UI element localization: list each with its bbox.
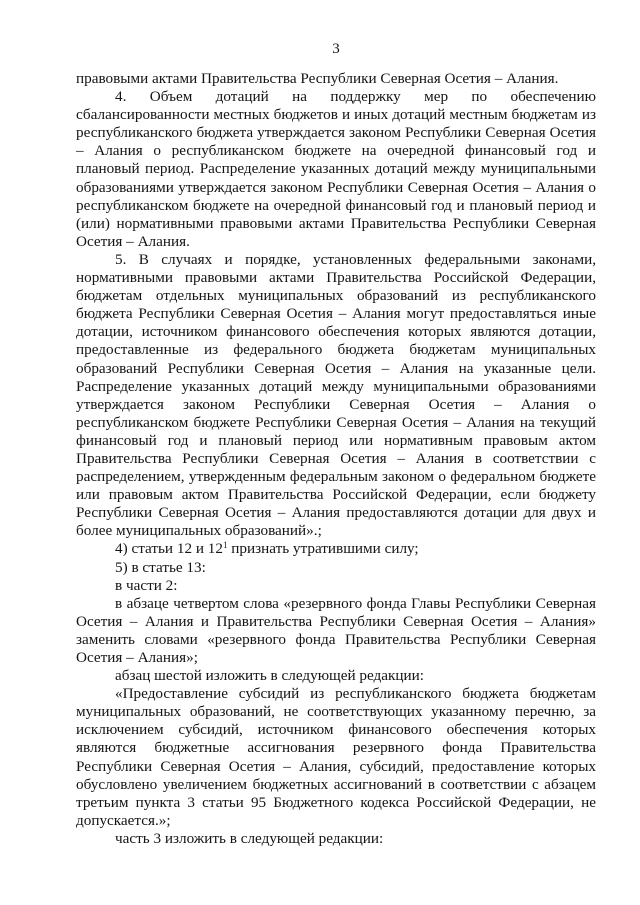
paragraph-item-5: 5. В случаях и порядке, установленных федеральными законами, нормативными правовыми актами Правительства Российской Федерации, бюджетам отдельных муниципальных образований из республиканского бюджета Республики Северная Осетия – Алания могут предоставляться иные дотации, источником финансового обеспечения которых являются дотации, предоставленные из федерального бюджета бюджетам муниципальных образований Республики Северная Осетия – Алания на указанные цели. Распределение указанных дотаций между муниципальными образованиями утверждается законом Республики Северная Осетия – Алания о республиканском бюджете Республики Северная Осетия – Алания на текущий финансовый год и плановый период или нормативным правовым актом Правительства Республики Северная Осетия – Алания в соответствии с распределением, утвержденным федеральным законом о федеральном бюджете или правовым актом Правительства Российской Федерации, если бюджету Республики Северная Осетия – Алания предоставляются дотации для двух и более муниципальных образований».; <box>76 250 596 540</box>
amendment-4-text-before: 4) статьи 12 и 12 <box>115 540 223 558</box>
paragraph-item-4: 4. Объем дотаций на поддержку мер по обеспечению сбалансированности местных бюджетов и иных дотаций местным бюджетам из республиканского бюджета утверждается законом Республики Северная Осетия – Алания о республиканском бюджете на очередной финансовый год и плановый период. Распределение указанных дотаций между муниципальными образованиями утверждается законом Республики Северная Осетия – Алания о республиканском бюджете на очередной финансовый год и плановый период и (или) нормативными правовыми актами Правительства Республики Северная Осетия – Алания. <box>76 88 596 250</box>
amendment-4-superscript: 1 <box>222 540 228 551</box>
paragraph-part-2: в части 2: <box>115 576 178 594</box>
paragraph-continuation: правовыми актами Правительства Республики Северная Осетия – Алания. <box>76 70 559 87</box>
paragraph-abzac-6: абзац шестой изложить в следующей редакции: <box>115 667 424 685</box>
document-body <box>76 70 596 848</box>
amendment-4-text-after: признать утратившими силу; <box>227 540 419 558</box>
paragraph-amendment-4 <box>76 540 596 558</box>
paragraph-amendment-5: 5) в статье 13: <box>115 558 206 576</box>
paragraph-abzac-4: в абзаце четвертом слова «резервного фонда Главы Республики Северная Осетия – Алания и Правительства Республики Северная Осетия – Алания» заменить словами «резервного фонда Правительства Республики Северная Осетия – Алания»; <box>76 594 596 666</box>
paragraph-part-3: часть 3 изложить в следующей редакции: <box>115 829 384 847</box>
page-number: 3 <box>332 41 340 57</box>
paragraph-quote: «Предоставление субсидий из республиканского бюджета бюджетам муниципальных образований, не соответствующих указанному перечню, за исключением субсидий, источником финансового обеспечения которых являются бюджетные ассигнования резервного фонда Правительства Республики Северная Осетия – Алания, субсидий, предоставление которых обусловлено увеличением бюджетных ассигнований в соответствии с абзацем третьим пункта 3 статьи 95 Бюджетного кодекса Российской Федерации, не допускается.»; <box>76 685 596 829</box>
